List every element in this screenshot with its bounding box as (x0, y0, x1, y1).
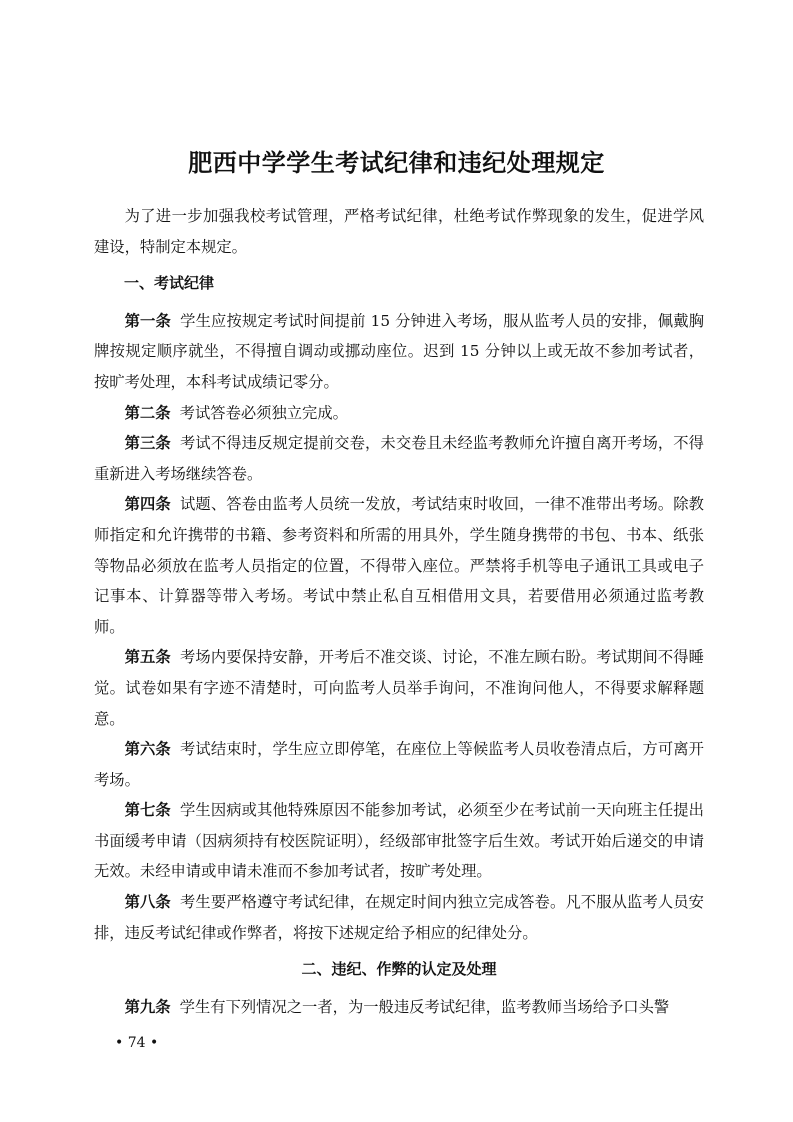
article-label: 第五条 (124, 648, 171, 667)
article-text: 学生因病或其他特殊原因不能参加考试，必须至少在考试前一天向班主任提出书面缓考申请（因病须持有校医院证明），经级部审批签字后生效。考试开始后递交的申请无效。未经申请或申请未准而不参加考试者，按旷考处理。 (94, 801, 704, 881)
section-heading-exam-discipline: 一、考试纪律 (124, 274, 215, 293)
article-label: 第七条 (124, 801, 171, 820)
document-title: 肥西中学学生考试纪律和违纪处理规定 (188, 149, 605, 177)
article-label: 第一条 (124, 311, 171, 330)
article-label: 第九条 (124, 997, 171, 1016)
article-text: 试题、答卷由监考人员统一发放，考试结束时收回，一律不准带出考场。除教师指定和允许携带的书籍、参考资料和所需的用具外，学生随身携带的书包、书本、纸张等物品必须放在监考人员指定的位置，不得带入座位。严禁将手机等电子通讯工具或电子记事本、计算器等带入考场。考试中禁止私自互相借用文具，若要借用必须通过监考教师。 (94, 495, 704, 636)
article-text: 学生有下列情况之一者，为一般违反考试纪律，监考教师当场给予口头警 (179, 997, 670, 1016)
article-text: 考试答卷必须独立完成。 (179, 403, 348, 422)
intro-paragraph: 为了进一步加强我校考试管理，严格考试纪律，杜绝考试作弊现象的发生，促进学风建设，特制定本规定。 (94, 207, 704, 256)
article-9 (94, 992, 704, 1023)
article-1 (94, 306, 704, 398)
section-heading-violation-handling: 二、违纪、作弊的认定及处理 (301, 960, 497, 979)
article-label: 第四条 (124, 495, 171, 514)
article-text: 考试结束时，学生应立即停笔，在座位上等候监考人员收卷清点后，方可离开考场。 (94, 740, 704, 789)
article-8 (94, 887, 704, 948)
article-label: 第六条 (124, 740, 171, 759)
article-text: 考场内要保持安静，开考后不准交谈、讨论，不准左顾右盼。考试期间不得睡觉。试卷如果有字迹不清楚时，可向监考人员举手询问，不准询问他人，不得要求解释题意。 (94, 648, 704, 728)
article-6 (94, 734, 704, 795)
article-5 (94, 642, 704, 734)
article-text: 考生要严格遵守考试纪律，在规定时间内独立完成答卷。凡不服从监考人员安排，违反考试纪律或作弊者，将按下述规定给予相应的纪律处分。 (94, 893, 704, 942)
article-4 (94, 489, 704, 642)
article-text: 学生应按规定考试时间提前 15 分钟进入考场，服从监考人员的安排，佩戴胸牌按规定顺序就坐，不得擅自调动或挪动座位。迟到 15 分钟以上或无故不参加考试者，按旷考处理，本科考试成绩记零分。 (94, 311, 704, 391)
article-text: 考试不得违反规定提前交卷，未交卷且未经监考教师允许擅自离开考场，不得重新进入考场继续答卷。 (94, 434, 704, 483)
article-label: 第三条 (124, 434, 171, 453)
article-label: 第八条 (124, 893, 171, 912)
article-7 (94, 795, 704, 887)
page-number: • 74 • (115, 1035, 159, 1051)
article-3 (94, 428, 704, 489)
document-body (94, 201, 704, 1022)
article-2 (94, 398, 704, 429)
article-label: 第二条 (124, 403, 171, 422)
